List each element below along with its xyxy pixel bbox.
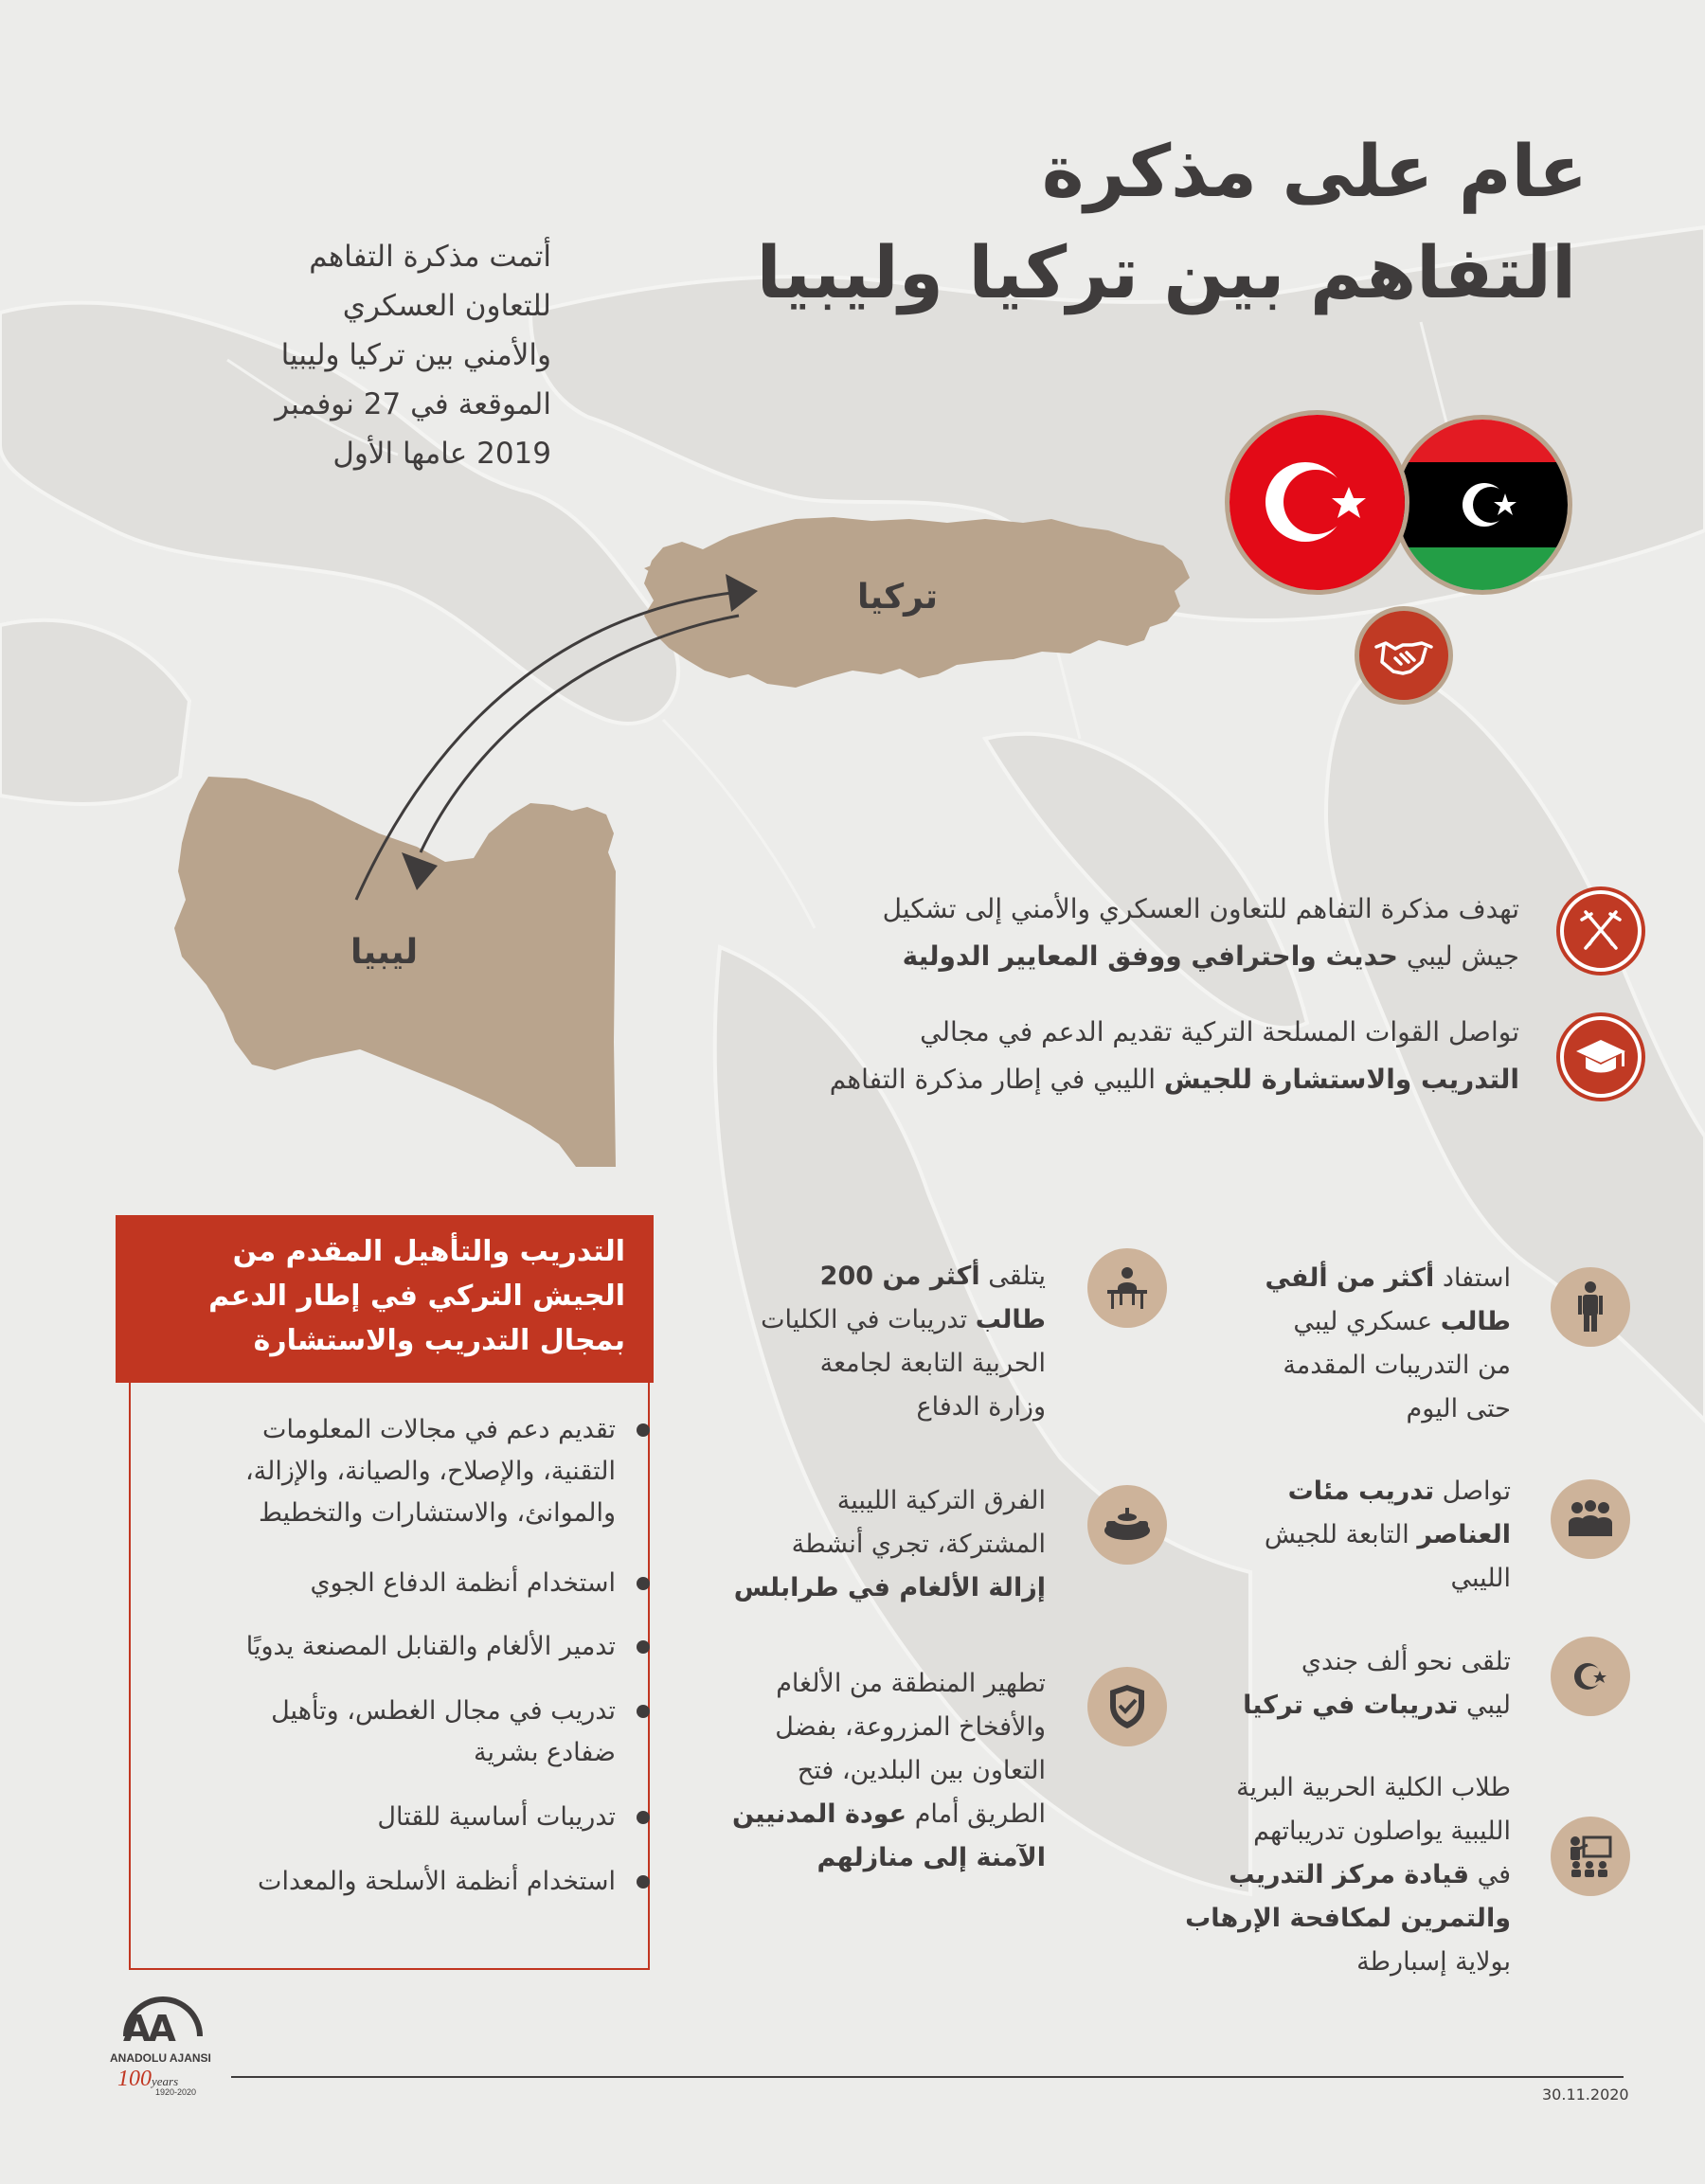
soldier-icon <box>1551 1267 1630 1347</box>
anniversary-word: years <box>152 2074 179 2088</box>
bullet-item: تدريب في مجال الغطس، وتأهيل ضفادع بشرية <box>271 1696 616 1767</box>
intro-line: والأمني بين تركيا وليبيا <box>280 338 551 372</box>
intro-line: الموقعة في 27 نوفمبر <box>275 387 551 421</box>
graduation-cap-icon <box>1560 1016 1642 1098</box>
goal-text-1: تهدف مذكرة التفاهم للتعاون العسكري والأمني إلى تشكيل جيش ليبي حديث واحترافي ووفق المعايير الدولية <box>882 893 1519 972</box>
landmine-icon <box>1087 1485 1167 1565</box>
bullet-dot <box>637 1640 650 1654</box>
bullet-item: تقديم دعم في مجالات المعلومات التقنية، والإصلاح، والصيانة، والإزالة، والموانئ، والاستشارات والتخطيط <box>244 1415 616 1528</box>
intro-paragraph <box>239 232 551 478</box>
bullet-item: استخدام أنظمة الأسلحة والمعدات <box>258 1867 616 1896</box>
anniversary-number: 100 <box>117 2067 152 2091</box>
libya-flag <box>1392 415 1572 595</box>
goal-text-2: تواصل القوات المسلحة التركية تقديم الدعم في مجالي التدريب والاستشارة للجيش الليبي في إطار مذكرة التفاهم <box>829 1016 1519 1095</box>
crescent-star-icon <box>1551 1637 1630 1716</box>
fact-classroom-text: يتلقى أكثر من 200 طالب تدريبات في الكليات الحربية التابعة لجامعة وزارة الدفاع <box>761 1262 1046 1422</box>
libya-map-shape <box>174 777 616 1167</box>
teacher-board-icon <box>1551 1817 1630 1896</box>
bullet-dot <box>637 1811 650 1824</box>
fact-group-text: تواصل تدريب مئات العناصر التابعة للجيش الليبي <box>1264 1477 1511 1593</box>
training-box-header: التدريب والتأهيل المقدم من الجيش التركي في إطار الدعم بمجال التدريب والاستشارة <box>116 1215 654 1383</box>
intro-line: أتمت مذكرة التفاهم <box>309 240 551 274</box>
bullet-dot <box>637 1875 650 1889</box>
bullet-dot <box>637 1705 650 1718</box>
classroom-icon <box>1087 1248 1167 1328</box>
footer-divider <box>231 2076 1624 2078</box>
logo-name: ANADOLU AJANSI <box>110 2051 211 2065</box>
fact-teacher-text: طلاب الكلية الحربية البرية الليبية يواصلون تدريباتهم في قيادة مركز التدريب والتمرين لمكافحة الإرهاب بولاية إسبارطة <box>1185 1773 1511 1977</box>
intro-line: للتعاون العسكري <box>342 289 551 323</box>
turkey-label: تركيا <box>857 578 939 617</box>
bullet-item: تدمير الألغام والقنابل المصنعة يدويًا <box>245 1632 616 1661</box>
group-icon <box>1551 1479 1630 1559</box>
bullet-item: استخدام أنظمة الدفاع الجوي <box>310 1568 616 1598</box>
turkey-flag <box>1225 410 1409 595</box>
bullet-item: تدريبات أساسية للقتال <box>377 1802 616 1832</box>
fact-crescent-text: تلقى نحو ألف جندي ليبي تدريبات في تركيا <box>1243 1647 1511 1720</box>
fact-shield-text: تطهير المنطقة من الألغام والأفخاخ المزروعة، بفضل التعاون بين البلدين، فتح الطريق أمام عودة المدنيين الآمنة إلى منازلهم <box>731 1669 1046 1872</box>
page-title-line-2: التفاهم بين تركيا وليبيا <box>756 230 1576 314</box>
page-title-line-1: عام على مذكرة <box>1041 129 1588 213</box>
crossed-rifles-icon <box>1560 890 1642 972</box>
libya-label: ليبيا <box>350 933 419 972</box>
bullet-dot <box>637 1423 650 1437</box>
fact-landmine-text: الفرق التركية الليبية المشتركة، تجري أنشطة إزالة الألغام في طرابلس <box>733 1486 1046 1602</box>
logo-letters: AA <box>123 2008 173 2050</box>
handshake-icon <box>1355 606 1453 705</box>
fact-soldier-text: استفاد أكثر من ألفي طالب عسكري ليبي من التدريبات المقدمة حتى اليوم <box>1265 1263 1511 1423</box>
anniversary-span: 1920-2020 <box>155 2087 197 2097</box>
anadolu-agency-logo <box>110 1996 216 2101</box>
publish-date: 30.11.2020 <box>1542 2086 1629 2103</box>
intro-line: 2019 عامها الأول <box>332 437 551 471</box>
bullet-dot <box>637 1577 650 1590</box>
shield-check-icon <box>1087 1667 1167 1746</box>
